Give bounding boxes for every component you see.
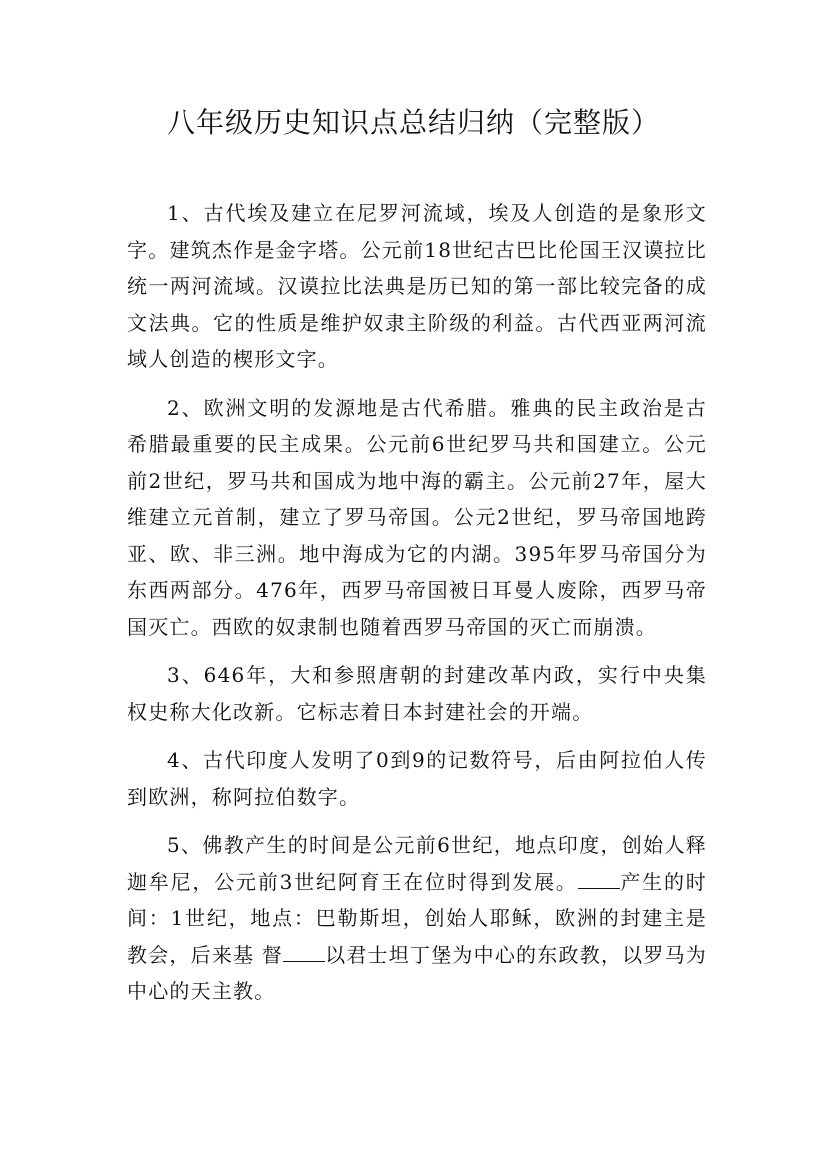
paragraph-3: 3、646年，大和参照唐朝的封建改革内政，实行中央集权史称大化改新。它标志着日本封建社会的开端。 (127, 663, 707, 724)
paragraph-5-part-1: 5、佛教产生的时间是公元前6世纪，地点印度，创始人释迦牟尼，公元前3世纪阿育王在位时得到发展。 (127, 833, 707, 894)
paragraph-2: 2、欧洲文明的发源地是古代希腊。雅典的民主政治是古希腊最重要的民主成果。公元前6世纪罗马共和国建立。公元前2世纪，罗马共和国成为地中海的霸主。公元前27年，屋大维建立元首制，建立了罗马帝国。公元2世纪，罗马帝国地跨亚、欧、非三洲。地中海成为它的内湖。395年罗马帝国分为东西两部分。476年，西罗马帝国被日耳曼人废除，西罗马帝国灭亡。西欧的奴隶制也随着西罗马帝国的灭亡而崩溃。 (127, 395, 707, 639)
document-body (127, 195, 707, 1022)
fill-in-blank-2 (283, 943, 325, 962)
paragraph-4: 4、古代印度人发明了0到9的记数符号，后由阿拉伯人传到欧洲，称阿拉伯数字。 (127, 748, 707, 809)
paragraph-5-part-2: 产生的时间：1世纪，地点：巴勒斯坦，创始人耶稣，欧洲的封建主是教会，后来基 督 (127, 869, 707, 967)
paragraph-5-part-3: 以君士坦丁堡为中心的东政教，以罗马为中心的天主教。 (127, 942, 707, 1003)
paragraph-1: 1、古代埃及建立在尼罗河流域，埃及人创造的是象形文字。建筑杰作是金字塔。公元前18世纪古巴比伦国王汉谟拉比统一两河流域。汉谟拉比法典是历已知的第一部比较完备的成文法典。它的性质是维护奴隶主阶级的利益。古代西亚两河流域人创造的楔形文字。 (127, 201, 707, 371)
fill-in-blank-1 (578, 870, 620, 889)
document-title: 八年级历史知识点总结归纳（完整版） (166, 106, 660, 139)
paragraph-5 (127, 827, 707, 1010)
